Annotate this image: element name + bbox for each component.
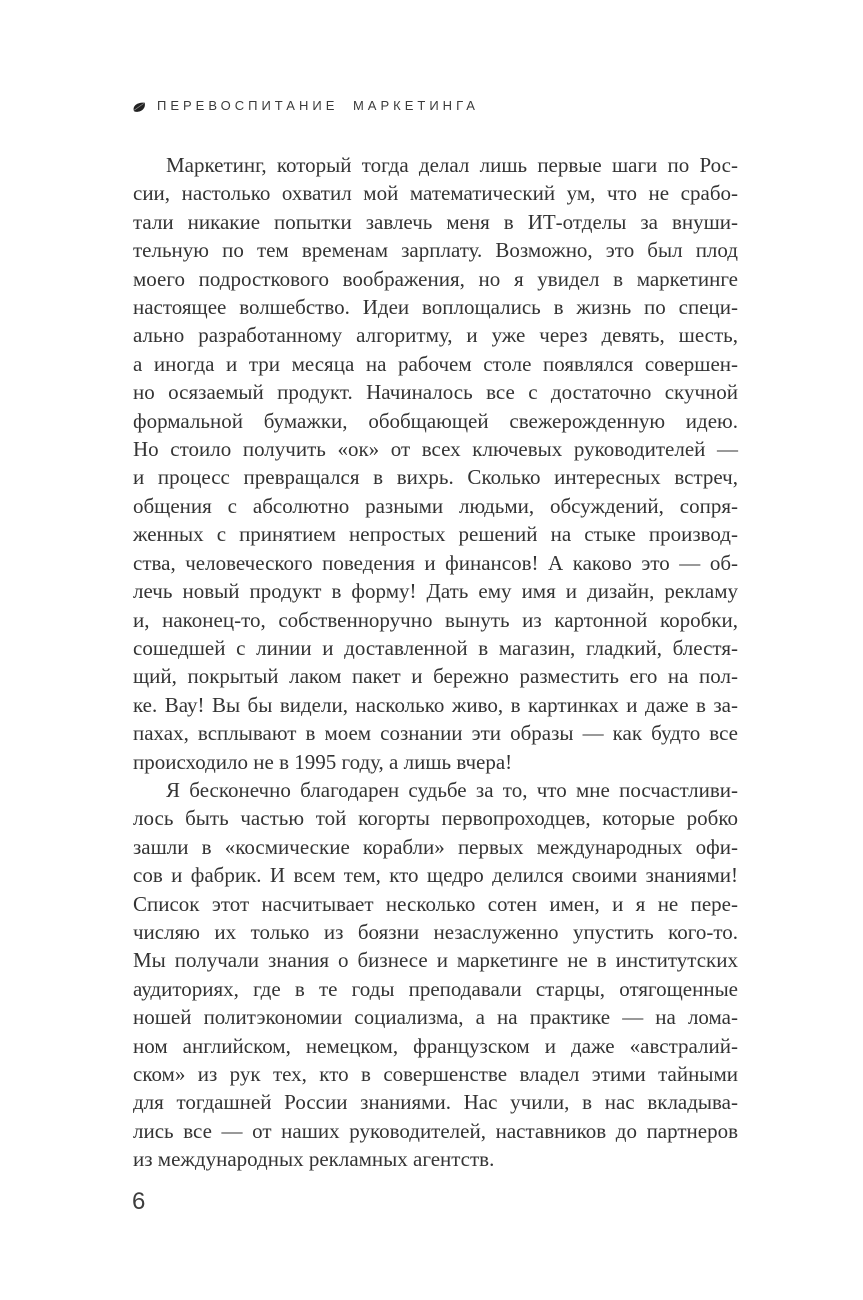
text-line: женных с принятием непростых решений на стыке производ- [133, 522, 738, 547]
page-number: 6 [132, 1188, 146, 1215]
text-line: лось быть частью той когорты первопроходцев, которые робко [133, 806, 738, 831]
text-line: лечь новый продукт в форму! Дать ему имя и дизайн, рекламу [133, 579, 738, 604]
text-line: ском» из рук тех, кто в совершенстве владел этими тайными [133, 1062, 738, 1086]
text-line: Список этот насчитывает несколько сотен имен, и я не пере- [133, 891, 738, 916]
text-line: щий, покрытый лаком пакет и бережно разместить его на пол- [133, 664, 738, 689]
text-block [133, 151, 738, 1174]
running-header [132, 96, 479, 116]
text-line: тельную по тем временам зарплату. Возможно, это был плод [133, 238, 738, 263]
text-line: числяю их только из боязни незаслуженно упустить кого-то. [133, 919, 738, 944]
text-line: сии, настолько охватил мой математический ум, что не срабо- [133, 181, 738, 206]
text-line: сошедшей с линии и доставленной в магазин, гладкий, блестя- [133, 635, 738, 660]
chapter-header-title: ПЕРЕВОСПИТАНИЕ МАРКЕТИНГА [157, 97, 479, 113]
text-line: Маркетинг, который тогда делал лишь первые шаги по Рос- [166, 153, 738, 177]
text-line: ке. Вау! Вы бы видели, насколько живо, в картинках и даже в за- [133, 692, 738, 717]
text-line: Но стоило получить «ок» от всех ключевых руководителей — [133, 437, 738, 462]
text-line: тали никакие попытки завлечь меня в ИТ-отделы за внуши- [133, 209, 738, 234]
text-line: Я бесконечно благодарен судьбе за то, что мне посчастливи- [166, 777, 738, 802]
text-line: а иногда и три месяца на рабочем столе появлялся совершен- [133, 351, 738, 376]
text-line: и процесс превращался в вихрь. Сколько интересных встреч, [133, 465, 738, 490]
text-line: лись все — от наших руководителей, наставников до партнеров [133, 1118, 738, 1143]
text-line: пахах, всплывают в моем сознании эти образы — как будто все [133, 721, 738, 746]
paragraph [133, 776, 738, 1174]
text-line: для тогдашней России знаниями. Нас учили, в нас вкладыва- [133, 1090, 738, 1115]
text-line: но осязаемый продукт. Начиналось все с достаточно скучной [133, 380, 738, 405]
text-line: общения с абсолютно разными людьми, обсуждений, сопря- [133, 493, 738, 518]
text-line: зашли в «космические корабли» первых международных офи- [133, 834, 738, 859]
text-line: ношей политэкономии социализма, а на практике — на лома- [133, 1005, 738, 1030]
text-line: и, наконец-то, собственноручно вынуть из картонной коробки, [133, 607, 738, 632]
text-line: ном английском, немецком, французском и даже «австралий- [133, 1033, 738, 1058]
paragraph [133, 151, 738, 776]
text-line: Мы получали знания о бизнесе и маркетинге не в институтских [133, 948, 738, 973]
text-line: ально разработанному алгоритму, и уже через девять, шесть, [133, 323, 738, 348]
text-line: из международных рекламных агентств. [133, 1147, 495, 1172]
text-line: сов и фабрик. И всем тем, кто щедро делился своими знаниями! [133, 863, 738, 888]
text-line: формальной бумажки, обобщающей свежерожденную идею. [133, 408, 738, 433]
text-line: аудиториях, где в те годы преподавали старцы, отягощенные [133, 976, 738, 1001]
text-line: происходило не в 1995 году, а лишь вчера! [133, 749, 513, 774]
text-line: ства, человеческого поведения и финансов! А каково это — об- [133, 550, 738, 575]
text-line: моего подросткового воображения, но я увидел в маркетинге [133, 266, 738, 291]
text-line: настоящее волшебство. Идеи воплощались в жизнь по специ- [133, 295, 738, 320]
leaf-icon [132, 100, 147, 112]
